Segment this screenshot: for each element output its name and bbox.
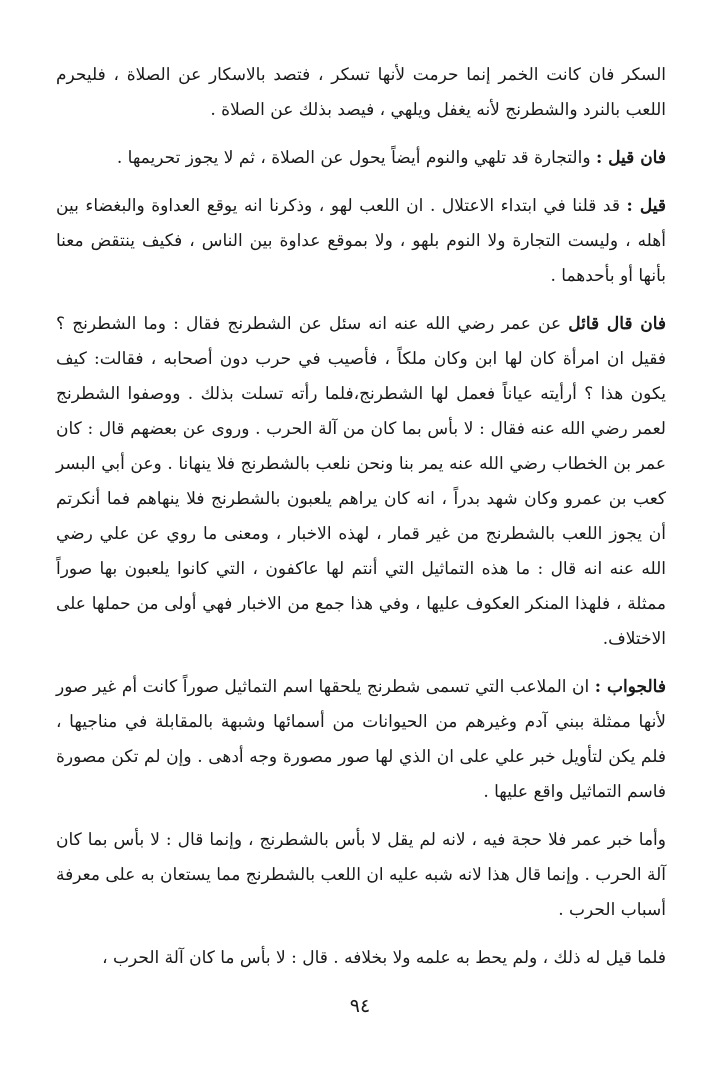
paragraph-lead: قيل : — [626, 196, 666, 216]
paragraph-2 — [56, 141, 666, 176]
paragraph-text: فلما قيل له ذلك ، ولم يحط به علمه ولا بخلافه . قال : لا بأس ما كان آلة الحرب ، — [102, 948, 666, 968]
page-number: ٩٤ — [349, 995, 371, 1017]
page-body — [56, 58, 666, 976]
paragraph-text: ان الملاعب التي تسمى شطرنج يلحقها اسم التماثيل صوراً كانت أم غير صور لأنها ممثلة ببني آدم وغيرهم من الحيوانات من أسمائها وشبهة بالمقابلة في مناجيها ، فلم يكن لتأويل خبر علي على ان الذي لها صور مصورة وجه أدهى . وإن لم تكن مصورة فاسم التماثيل واقع عليها . — [56, 677, 666, 802]
paragraph-text: عن عمر رضي الله عنه انه سئل عن الشطرنج فقال : وما الشطرنج ؟ فقيل ان امرأة كان لها ابن وكان ملكاً ، فأصيب في حرب دون أصحابه ، فقالت: كيف يكون هذا ؟ أرأيته عياناً فعمل لها الشطرنج،فلما رأته تسلت بذلك . ووصفوا الشطرنج لعمر رضي الله عنه فقال : لا بأس بما كان من آلة الحرب . وروى عن بعضهم قال : كان عمر بن الخطاب رضي الله عنه يمر بنا ونحن نلعب بالشطرنج فلا ينهانا . وعن أبي البسر كعب بن عمرو وكان شهد بدراً ، انه كان يراهم يلعبون بالشطرنج فلا ينهاهم فما أنكرتم أن يجوز اللعب بالشطرنج من غير قمار ، لهذه الاخبار ، ومعنى ما روي عن علي رضي الله عنه انه قال : ما هذه التماثيل التي أنتم لها عاكفون ، التي كانوا يلعبون بها صوراً ممثلة ، فلهذا المنكر العكوف عليها ، وفي هذا جمع من الاخبار فهي أولى من حملها على الاختلاف. — [56, 314, 666, 649]
paragraph-lead: فان قيل : — [595, 148, 666, 168]
paragraph-6 — [56, 823, 666, 928]
paragraph-text: السكر فان كانت الخمر إنما حرمت لأنها تسكر ، فتصد بالاسكار عن الصلاة ، فليحرم اللعب بالنرد والشطرنج لأنه يغفل ويلهي ، فيصد بذلك عن الصلاة . — [56, 65, 666, 120]
paragraph-4 — [56, 307, 666, 657]
paragraph-7 — [56, 941, 666, 976]
paragraph-5 — [56, 670, 666, 810]
paragraph-3 — [56, 189, 666, 294]
paragraph-lead: فان قال قائل — [568, 314, 666, 334]
paragraph-lead: فالجواب : — [594, 677, 666, 697]
paragraph-1 — [56, 58, 666, 128]
paragraph-text: والتجارة قد تلهي والنوم أيضاً يحول عن الصلاة ، ثم لا يجوز تحريمها . — [116, 148, 591, 168]
paragraph-text: قد قلنا في ابتداء الاعتلال . ان اللعب لهو ، وذكرنا انه يوقع العداوة والبغضاء بين أهله ، وليست التجارة ولا النوم بلهو ، ولا بموقع عداوة بين الناس ، فكيف ينتقض معنا بأنها أو بأحدهما . — [56, 196, 666, 286]
paragraph-text: وأما خبر عمر فلا حجة فيه ، لانه لم يقل لا بأس بالشطرنج ، وإنما قال : لا بأس بما كان آلة الحرب . وإنما قال هذا لانه شبه عليه ان اللعب بالشطرنج مما يستعان به على معرفة أسباب الحرب . — [56, 830, 666, 920]
